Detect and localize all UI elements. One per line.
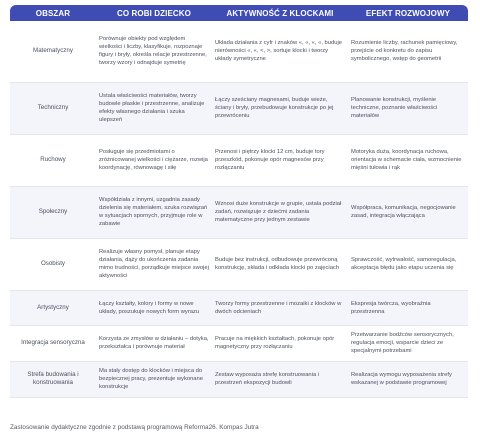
row-area: Techniczny <box>10 82 96 134</box>
table-row <box>10 238 468 290</box>
row-effect: Rozumienie liczby, rachunek pamięciowy, przejście od konkretu do zapisu symbolicznego, wstęp do geometrii <box>348 21 468 82</box>
row-effect: Realizacja wymogu wyposażenia strefy wskazanej w podstawie programowej <box>348 361 468 397</box>
row-effect: Przetwarzanie bodźców sensorycznych, regulacja emocji, wsparcie dzieci ze specjalnymi potrzebami <box>348 325 468 361</box>
row-area: Integracja sensoryczna <box>10 325 96 361</box>
row-child-action: Współdziała z innymi, uzgadnia zasady dzielenia się materiałem, szuka rozwiązań w sytuacjach spornych, przyjmuje role w zabawie <box>96 186 212 238</box>
row-activity: Układa działania z cyfr i znaków «, «, «, «, buduje nierówności «, «, <, >, sortuje klocki i tworzy układy symetryczne <box>212 21 348 82</box>
row-activity: Łączy sześciany magnesami, buduje wieże, ściany i bryły, przebudowuje konstrukcje po jej przewróceniu <box>212 82 348 134</box>
row-child-action: Porównuje obiekty pod względem wielkości i liczby, klasyfikuje, rozpoznaje figury i bryły, określa relacje przestrzenne, tworzy wzory i odnajduje symetrię <box>96 21 212 82</box>
table-row <box>10 290 468 325</box>
row-activity: Zestaw wyposaża strefę konstruowania i przestrzeń ekspozycji budowli <box>212 361 348 397</box>
table-row <box>10 325 468 361</box>
row-effect: Sprawczość, wytrwałość, samoregulacja, akceptacja błędu jako etapu uczenia się <box>348 238 468 290</box>
header-row <box>10 5 468 21</box>
row-area: Społeczny <box>10 186 96 238</box>
row-activity: Wznosi duże konstrukcje w grupie, ustala podział zadań, rozwiązuje z dziećmi zadania matematyczne przy jednym zestawie <box>212 186 348 238</box>
row-child-action: Łączy kształty, kolory i formy w nowe układy, poszukuje nowych form wyrazu <box>96 290 212 325</box>
row-child-action: Realizuje własny pomysł, planuje etapy działania, dąży do ukończenia zadania mimo trudności, porządkuje miejsce swojej aktywności <box>96 238 212 290</box>
row-effect: Współpraca, komunikacja, negocjowanie zasad, integracja włączająca <box>348 186 468 238</box>
table-header <box>10 5 468 21</box>
table-body <box>10 21 468 397</box>
row-effect: Motoryka duża, koordynacja ruchowa, orientacja w schemacie ciała, wzmocnienie mięśni tułowia i rąk <box>348 134 468 186</box>
table-row <box>10 361 468 397</box>
row-child-action: Korzysta ze zmysłów w działaniu – dotyka, przekształca i porównuje materiał <box>96 325 212 361</box>
table-row <box>10 134 468 186</box>
row-child-action: Posługuje się przedmiotami o zróżnicowanej wielkości i ciężarze, rozwija koordynację, równowagę i siłę <box>96 134 212 186</box>
row-activity: Buduje bez instrukcji, odbudowuje przewróconą konstrukcję, składa i odkłada klocki po zajęciach <box>212 238 348 290</box>
row-child-action: Ustala właściwości materiałów, tworzy budowle płaskie i przestrzenne, analizuje efekty własnego działania i szuka ulepszeń <box>96 82 212 134</box>
table-row <box>10 82 468 134</box>
row-area: Osobisty <box>10 238 96 290</box>
row-activity: Pracuje na miękkich kształtach, pokonuje opór magnetyczny przy rozłączaniu <box>212 325 348 361</box>
table-row <box>10 21 468 82</box>
header-effect: EFEKT ROZWOJOWY <box>348 5 468 21</box>
row-child-action: Ma stały dostęp do klocków i miejsca do bezpiecznej pracy, prezentuje wykonane konstrukcje <box>96 361 212 397</box>
curriculum-table <box>10 5 468 398</box>
row-effect: Ekspresja twórcza, wyobraźnia przestrzenna <box>348 290 468 325</box>
row-activity: Przenosi i piętrzy klocki 12 cm, buduje tory przeszkód, pokonuje opór magnesów przy rozłączaniu <box>212 134 348 186</box>
row-effect: Planowanie konstrukcji, myślenie techniczne, poznanie właściwości materiałów <box>348 82 468 134</box>
table-caption: Zastosowanie dydaktyczne zgodnie z podstawą programową Reforma26. Kompas Jutra <box>10 424 259 431</box>
table-container <box>10 5 468 398</box>
header-child-action: CO ROBI DZIECKO <box>96 5 212 21</box>
row-area: Artystyczny <box>10 290 96 325</box>
row-area: Strefa budowania i konstruowania <box>10 361 96 397</box>
row-activity: Tworzy formy przestrzenne i mozaiki z klocków w dwóch odcieniach <box>212 290 348 325</box>
row-area: Matematyczny <box>10 21 96 82</box>
table-row <box>10 186 468 238</box>
header-area: OBSZAR <box>10 5 96 21</box>
row-area: Ruchowy <box>10 134 96 186</box>
header-activity: AKTYWNOŚĆ Z KLOCKAMI <box>212 5 348 21</box>
